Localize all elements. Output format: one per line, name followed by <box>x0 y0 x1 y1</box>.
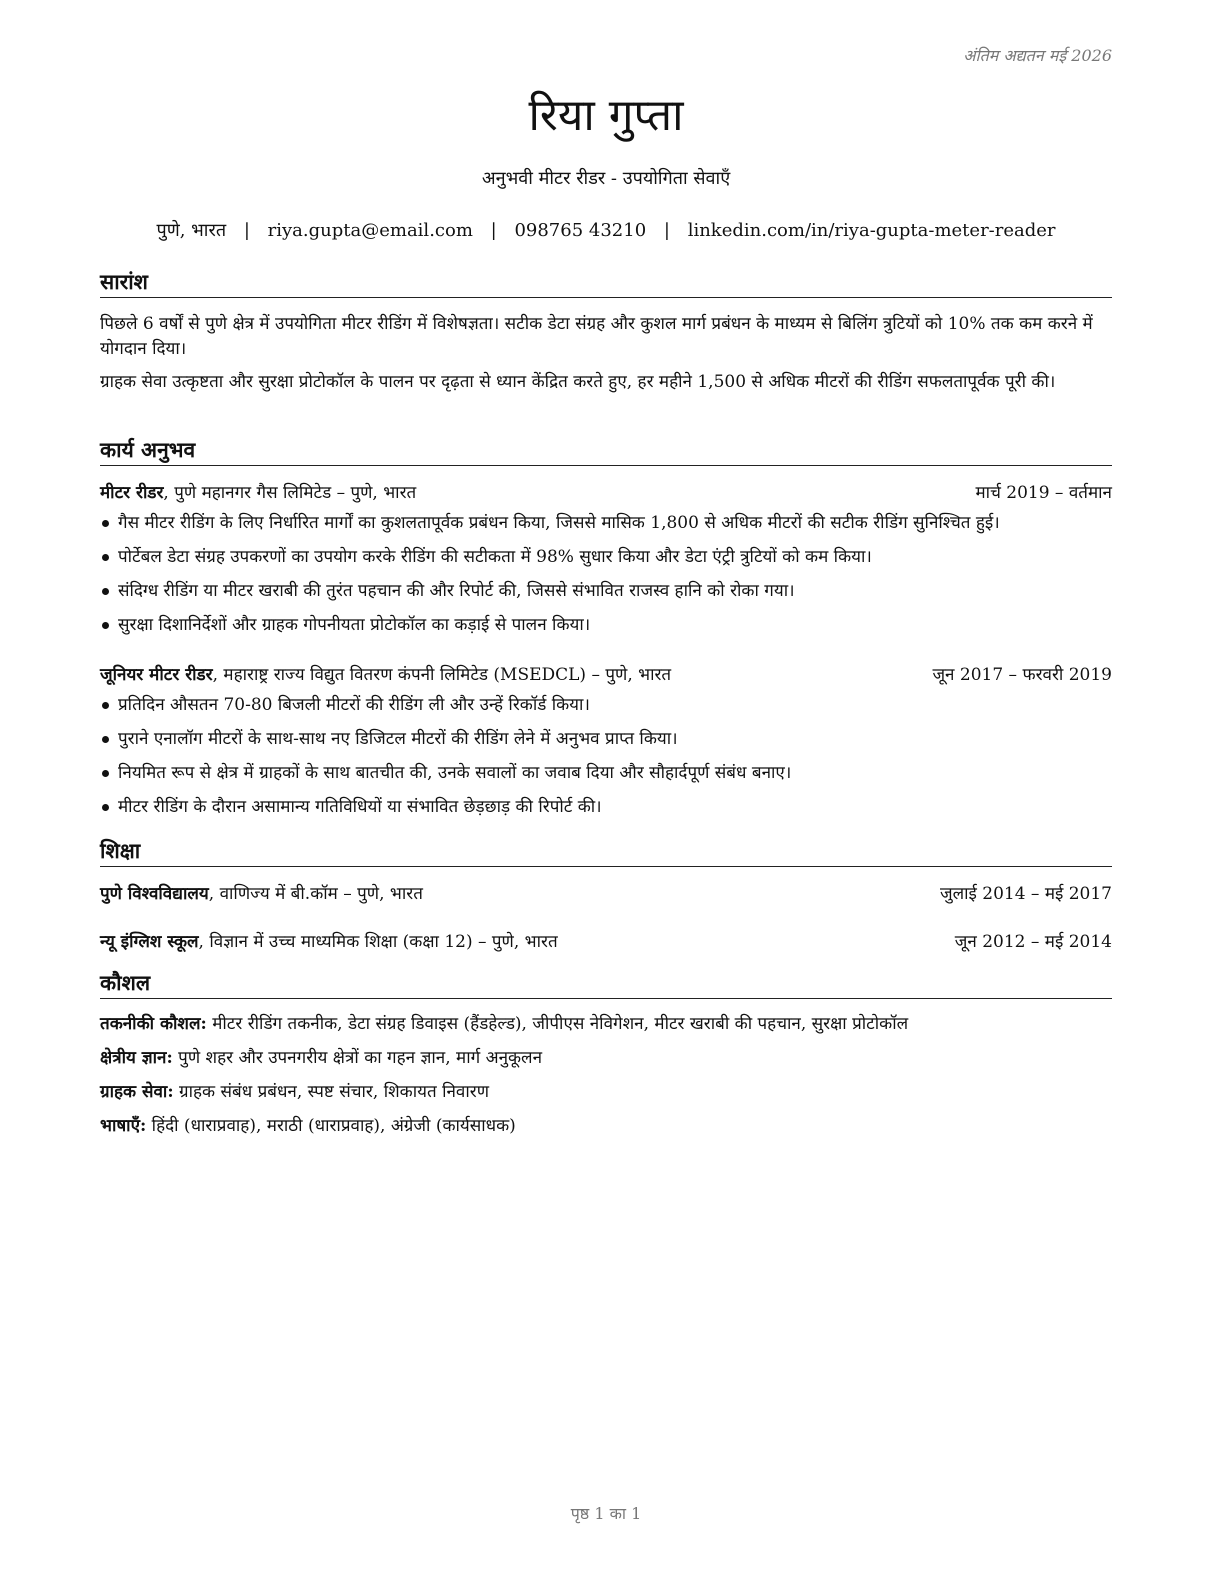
education-section <box>100 837 1112 955</box>
skill-label: भाषाएँ: <box>100 1116 147 1136</box>
skill-label: ग्राहक सेवा: <box>100 1082 174 1102</box>
bullet-icon <box>102 736 109 743</box>
skill-label: तकनीकी कौशल: <box>100 1014 207 1034</box>
contact-separator: | <box>243 220 250 241</box>
resume-page <box>100 0 1112 1584</box>
summary-paragraph: पिछले 6 वर्षों से पुणे क्षेत्र में उपयोगिता मीटर रीडिंग में विशेषज्ञता। सटीक डेटा संग्रह और कुशल मार्ग प्रबंधन के माध्यम से बिलिंग त्रुटियों को 10% तक कम करने में योगदान दिया। <box>100 314 1093 359</box>
bullet-icon <box>102 702 109 709</box>
contact-linkedin[interactable]: linkedin.com/in/riya-gupta-meter-reader <box>687 220 1056 241</box>
job-header <box>100 480 1112 506</box>
job-dates: मार्च 2019 – वर्तमान <box>975 483 1112 503</box>
list-item: पुराने एनालॉग मीटरों के साथ-साथ नए डिजिटल मीटरों की रीडिंग लेने में अनुभव प्राप्त किया। <box>100 722 1112 756</box>
job-org: , महाराष्ट्र राज्य विद्युत वितरण कंपनी लिमिटेड (MSEDCL) – पुणे, भारत <box>212 665 672 685</box>
list-item: गैस मीटर रीडिंग के लिए निर्धारित मार्गों का कुशलतापूर्वक प्रबंधन किया, जिससे मासिक 1,800 से अधिक मीटरों की सटीक रीडिंग सुनिश्चित हुई। <box>100 506 1112 540</box>
section-title: शिक्षा <box>100 837 1112 867</box>
bullet-icon <box>102 770 109 777</box>
education-entry <box>100 881 1112 907</box>
bullet-icon <box>102 554 109 561</box>
section-title: सारांश <box>100 268 1112 298</box>
last-updated: अंतिम अद्यतन मई 2026 <box>963 46 1112 65</box>
skill-label: क्षेत्रीय ज्ञान: <box>100 1048 173 1068</box>
list-item: संदिग्ध रीडिंग या मीटर खराबी की तुरंत पहचान की और रिपोर्ट की, जिससे संभावित राजस्व हानि को रोका गया। <box>100 574 1112 608</box>
job-role: मीटर रीडर <box>100 483 164 503</box>
bullet-icon <box>102 520 109 527</box>
contact-phone[interactable]: 098765 43210 <box>514 220 647 241</box>
job-bullets <box>100 506 1112 642</box>
education-entry <box>100 929 1112 955</box>
job-entry <box>100 662 1112 824</box>
contact-separator: | <box>490 220 497 241</box>
skill-value: पुणे शहर और उपनगरीय क्षेत्रों का गहन ज्ञान, मार्ग अनुकूलन <box>172 1048 543 1068</box>
skills-list <box>100 1007 1112 1143</box>
contact-line <box>100 218 1112 244</box>
bullet-icon <box>102 588 109 595</box>
job-org: , पुणे महानगर गैस लिमिटेड – पुणे, भारत <box>163 483 417 503</box>
candidate-tagline: अनुभवी मीटर रीडर - उपयोगिता सेवाएँ <box>481 168 731 189</box>
bullet-icon <box>102 804 109 811</box>
summary-section <box>100 268 1112 395</box>
skill-row <box>100 1075 1112 1109</box>
summary-paragraph: ग्राहक सेवा उत्कृष्टता और सुरक्षा प्रोटोकॉल के पालन पर दृढ़ता से ध्यान केंद्रित करते हुए, हर महीने 1,500 से अधिक मीटरों की रीडिंग सफलतापूर्वक पूरी की। <box>100 372 1056 392</box>
experience-section <box>100 436 1112 824</box>
skill-value: मीटर रीडिंग तकनीक, डेटा संग्रह डिवाइस (हैंडहेल्ड), जीपीएस नेविगेशन, मीटर खराबी की पहचान, सुरक्षा प्रोटोकॉल <box>206 1014 909 1034</box>
skill-value: ग्राहक संबंध प्रबंधन, स्पष्ट संचार, शिकायत निवारण <box>173 1082 490 1102</box>
skills-section <box>100 969 1112 1143</box>
skill-row <box>100 1041 1112 1075</box>
contact-separator: | <box>663 220 670 241</box>
job-role: जूनियर मीटर रीडर <box>100 665 213 685</box>
page-number: पृष्ठ 1 का 1 <box>570 1504 642 1523</box>
section-title: कार्य अनुभव <box>100 436 1112 466</box>
list-item: मीटर रीडिंग के दौरान असामान्य गतिविधियों या संभावित छेड़छाड़ की रिपोर्ट की। <box>100 790 1112 824</box>
job-bullets <box>100 688 1112 824</box>
education-dates: जुलाई 2014 – मई 2017 <box>939 884 1112 904</box>
skill-row <box>100 1109 1112 1143</box>
contact-location: पुणे, भारत <box>156 220 227 241</box>
contact-email[interactable]: riya.gupta@email.com <box>267 220 473 241</box>
list-item: पोर्टेबल डेटा संग्रह उपकरणों का उपयोग करके रीडिंग की सटीकता में 98% सुधार किया और डेटा एंट्री त्रुटियों को कम किया। <box>100 540 1112 574</box>
school-name: न्यू इंग्लिश स्कूल <box>100 932 199 952</box>
skill-row <box>100 1007 1112 1041</box>
candidate-name: रिया गुप्ता <box>528 90 684 141</box>
list-item: सुरक्षा दिशानिर्देशों और ग्राहक गोपनीयता प्रोटोकॉल का कड़ाई से पालन किया। <box>100 608 1112 642</box>
bullet-icon <box>102 622 109 629</box>
education-detail: , वाणिज्य में बी.कॉम – पुणे, भारत <box>208 884 423 904</box>
skill-value: हिंदी (धाराप्रवाह), मराठी (धाराप्रवाह), अंग्रेजी (कार्यसाधक) <box>146 1116 516 1136</box>
education-dates: जून 2012 – मई 2014 <box>954 932 1112 952</box>
list-item: नियमित रूप से क्षेत्र में ग्राहकों के साथ बातचीत की, उनके सवालों का जवाब दिया और सौहार्दपूर्ण संबंध बनाए। <box>100 756 1112 790</box>
education-detail: , विज्ञान में उच्च माध्यमिक शिक्षा (कक्षा 12) – पुणे, भारत <box>198 932 558 952</box>
list-item: प्रतिदिन औसतन 70-80 बिजली मीटरों की रीडिंग ली और उन्हें रिकॉर्ड किया। <box>100 688 1112 722</box>
school-name: पुणे विश्वविद्यालय <box>100 884 209 904</box>
job-header <box>100 662 1112 688</box>
section-title: कौशल <box>100 969 1112 999</box>
job-entry <box>100 480 1112 642</box>
job-dates: जून 2017 – फरवरी 2019 <box>932 665 1112 685</box>
